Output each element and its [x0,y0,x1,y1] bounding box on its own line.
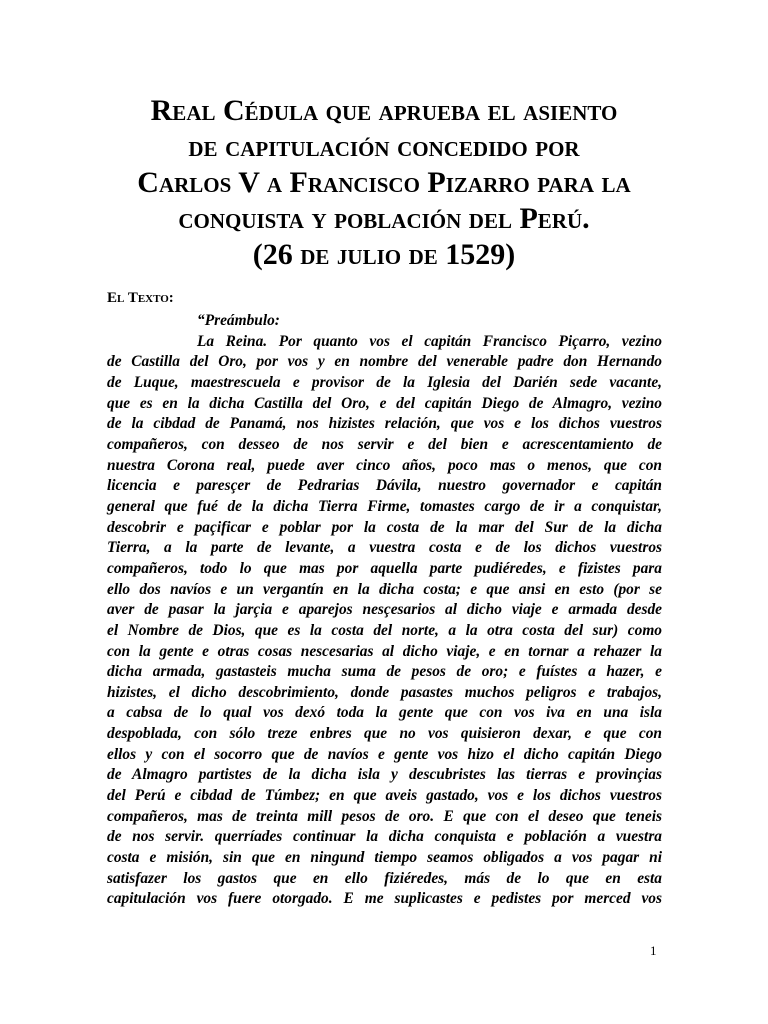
body-line: nuestra Corona real, puede aver cinco años, poco mas o menos, que con [107,456,662,474]
preamble-label: “Preámbulo: [197,312,280,329]
body-line: costa e misión, sin que en ningund tiempo seamos obligados a vos pagar ni [107,849,662,867]
body-line: de Castilla del Oro, por vos y en nombre del venerable padre don Hernando [107,353,662,371]
body-line: compañeros, todo lo que mas por aquella parte pudiéredes, e fizistes para [107,559,662,577]
body-line: con la gente e otras cosas nescesarias al dicho viaje, e en tornar a rehazer la [107,642,662,660]
body-line: de nos servir. querríades continuar la dicha conquista e población a vuestra [107,828,662,846]
title-line: Real Cédula que aprueba el asiento [150,94,618,127]
body-line: hizistes, el dicho descobrimiento, donde pasastes muchos peligros e trabajos, [107,683,662,701]
body-line: licencia e paresçer de Pedrarias Dávila, nuestro governador e capitán [107,477,662,495]
body-line: ellos y con el socorro que de navíos e gente vos hizo el dicho capitán Diego [107,745,662,763]
title-line: (26 de julio de 1529) [252,238,516,271]
body-line: ello dos navíos e un vergantín en la dicha costa; e que ansi en esto (por se [107,580,662,598]
title-line: conquista y población del Perú. [178,202,590,235]
body-line: compañeros, mas de treinta mill pesos de oro. E que con el deseo que teneis [107,807,662,825]
section-heading: El Texto: [107,290,174,306]
body-line: satisfazer los gastos que en ello fiziéredes, más de lo que en esta [107,869,662,887]
body-line: compañeros, con desseo de nos servir e del bien e acrescentamiento de [107,435,662,453]
body-line: aver de pasar la jarçia e aparejos nesçesarios al dicho viaje e armada desde [107,601,662,619]
body-line: general que fué de la dicha Tierra Firme, tomastes cargo de ir a conquistar, [107,497,662,515]
document-title [60,93,708,273]
body-line: a cabsa de lo qual vos dexó toda la gente que con vos iva en una isla [107,704,662,722]
body-line: capitulación vos fuere otorgado. E me suplicastes e pedistes por merced vos [107,890,662,908]
body-line: de Luque, maestrescuela e provisor de la Iglesia del Darién sede vacante, [107,373,662,391]
body-line: despoblada, con sólo treze enbres que no vos quisieron dexar, e que con [107,725,662,743]
body-line: dicha armada, gastasteis mucha suma de pesos de oro; e fuístes a hazer, e [107,663,662,681]
body-line: el Nombre de Dios, que es la costa del norte, a la otra costa del sur) como [107,621,662,639]
title-line: Carlos V a Francisco Pizarro para la [137,166,631,199]
document-body [107,311,662,910]
body-line: que es en la dicha Castilla del Oro, e del capitán Diego de Almagro, vezino [107,394,662,412]
body-line: La Reina. Por quanto vos el capitán Francisco Piçarro, vezino [197,332,662,350]
title-line: de capitulación concedido por [188,130,580,163]
body-line: descobrir e paçificar e poblar por la costa de la mar del Sur de la dicha [107,518,662,536]
body-line: del Perú e cibdad de Túmbez; en que aveis gastado, vos e los dichos vuestros [107,787,662,805]
body-line: Tierra, a la parte de levante, a vuestra costa e de los dichos vuestros [107,539,662,557]
body-line: de Almagro partistes de la dicha isla y descubristes las tierras e provinçias [107,766,662,784]
body-line: de la cibdad de Panamá, nos hizistes relación, que vos e los dichos vuestros [107,415,662,433]
page-number: 1 [650,943,657,958]
